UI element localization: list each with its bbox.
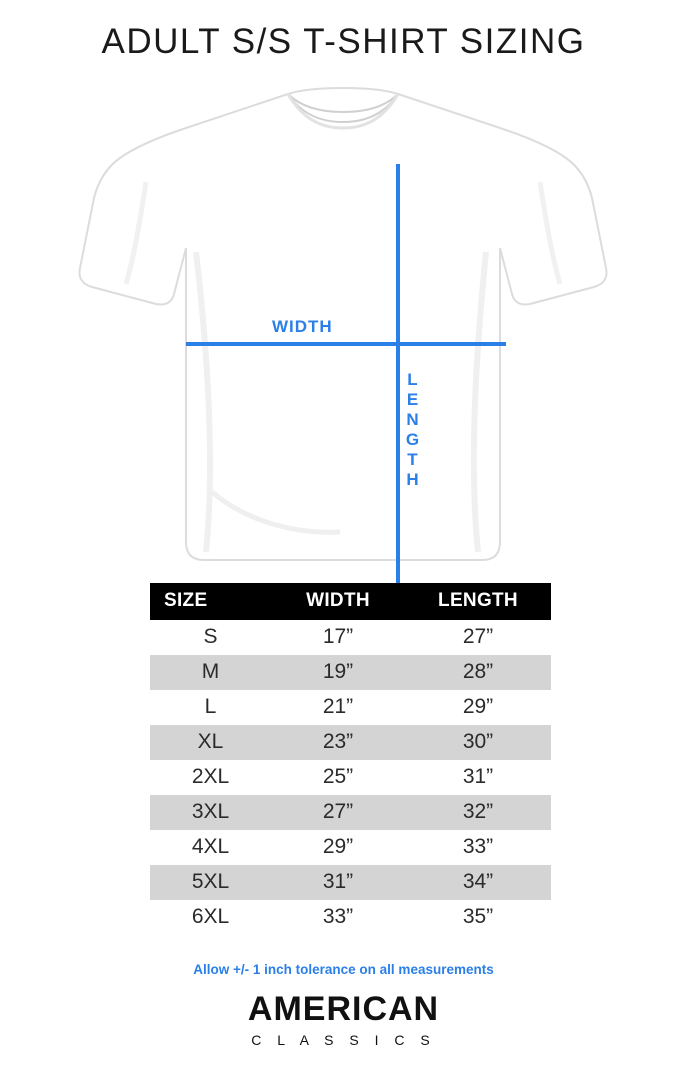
table-row bbox=[150, 620, 551, 655]
tshirt-illustration bbox=[0, 72, 687, 572]
cell-length: 30” bbox=[405, 725, 551, 760]
brand-logo bbox=[0, 992, 687, 1048]
cell-size: 4XL bbox=[150, 830, 271, 865]
table-row bbox=[150, 760, 551, 795]
cell-width: 25” bbox=[271, 760, 405, 795]
cell-length: 35” bbox=[405, 900, 551, 935]
cell-length: 33” bbox=[405, 830, 551, 865]
cell-size: 3XL bbox=[150, 795, 271, 830]
cell-size: M bbox=[150, 655, 271, 690]
cell-width: 17” bbox=[271, 620, 405, 655]
cell-length: 29” bbox=[405, 690, 551, 725]
cell-length: 34” bbox=[405, 865, 551, 900]
length-label: LENGTH bbox=[403, 370, 422, 490]
size-table bbox=[150, 583, 551, 935]
size-table-head bbox=[150, 583, 551, 620]
cell-length: 32” bbox=[405, 795, 551, 830]
page-title: ADULT S/S T-SHIRT SIZING bbox=[101, 22, 586, 61]
column-header-size: SIZE bbox=[150, 583, 271, 620]
table-row bbox=[150, 725, 551, 760]
table-row bbox=[150, 655, 551, 690]
cell-width: 33” bbox=[271, 900, 405, 935]
tshirt-diagram bbox=[0, 72, 687, 572]
size-table-header-row bbox=[150, 583, 551, 620]
size-table-body bbox=[150, 620, 551, 935]
width-measurement-line bbox=[186, 342, 506, 346]
cell-size: 2XL bbox=[150, 760, 271, 795]
column-header-length: LENGTH bbox=[405, 583, 551, 620]
size-table-container bbox=[150, 583, 537, 935]
cell-width: 31” bbox=[271, 865, 405, 900]
cell-length: 27” bbox=[405, 620, 551, 655]
table-row bbox=[150, 795, 551, 830]
length-measurement-line bbox=[396, 164, 400, 642]
brand-name: AMERICAN bbox=[247, 990, 440, 1028]
table-row bbox=[150, 690, 551, 725]
brand-subtitle: C L A S S I C S bbox=[251, 1031, 436, 1048]
table-row bbox=[150, 900, 551, 935]
cell-size: 6XL bbox=[150, 900, 271, 935]
cell-width: 21” bbox=[271, 690, 405, 725]
cell-size: L bbox=[150, 690, 271, 725]
cell-width: 29” bbox=[271, 830, 405, 865]
cell-size: XL bbox=[150, 725, 271, 760]
tolerance-note: Allow +/- 1 inch tolerance on all measurements bbox=[193, 962, 494, 977]
cell-width: 23” bbox=[271, 725, 405, 760]
column-header-width: WIDTH bbox=[271, 583, 405, 620]
table-row bbox=[150, 830, 551, 865]
cell-width: 19” bbox=[271, 655, 405, 690]
cell-length: 28” bbox=[405, 655, 551, 690]
table-row bbox=[150, 865, 551, 900]
cell-length: 31” bbox=[405, 760, 551, 795]
cell-size: 5XL bbox=[150, 865, 271, 900]
width-label: WIDTH bbox=[272, 317, 333, 336]
cell-width: 27” bbox=[271, 795, 405, 830]
cell-size: S bbox=[150, 620, 271, 655]
